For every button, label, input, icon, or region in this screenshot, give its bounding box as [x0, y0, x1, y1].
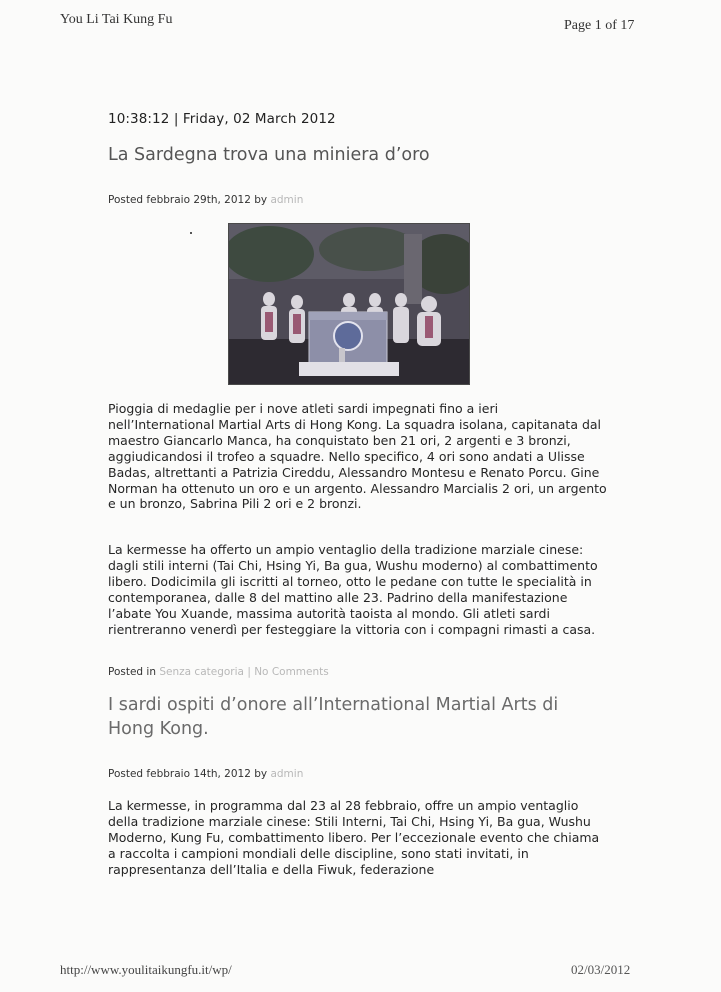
speck	[190, 232, 192, 234]
posted-in-label: Posted in	[108, 666, 157, 678]
post-meta	[108, 768, 303, 780]
post-paragraph: Pioggia di medaglie per i nove atleti sardi impegnati fino a ieri nell’International Martial Arts di Hong Kong. La squadra isolana, capitanata dal maestro Giancarlo Manca, ha conquistato ben 21 ori, 2 argenti e 3 bronzi, aggiudicandosi il trofeo a squadre. Nello specifico, 4 ori sono andati a Ulisse Badas, altrettanti a Patrizia Cireddu, Alessandro Montesu e Renato Porcu. Gine Norman ha ottenuto un oro e un argento. Alessandro Marcialis 2 ori, un argento e un bronzo, Sabrina Pili 2 ori e 2 bronzi.	[108, 401, 607, 512]
print-timestamp: 10:38:12 | Friday, 02 March 2012	[108, 111, 336, 127]
category-link[interactable]: Senza categoria	[159, 666, 244, 678]
footer-separator: |	[247, 666, 251, 678]
team-photo	[228, 223, 470, 385]
post-title[interactable]: La Sardegna trova una miniera d’oro	[108, 145, 430, 165]
site-title: You Li Tai Kung Fu	[60, 12, 173, 27]
post-date: Posted febbraio 29th, 2012 by	[108, 194, 268, 206]
post-meta	[108, 194, 303, 206]
post-paragraph: La kermesse, in programma dal 23 al 28 febbraio, offre un ampio ventaglio della tradizione marziale cinese: Stili Interni, Tai Chi, Hsing Yi, Ba gua, Wushu Moderno, Kung Fu, combattimento libero. Per l’eccezionale evento che chiama a raccolta i campioni mondiali delle discipline, sono stati invitati, in rappresentanza dell’Italia e della Fiwuk, federazione	[108, 798, 600, 877]
page-indicator: Page 1 of 17	[564, 18, 635, 33]
author-link[interactable]: admin	[270, 194, 304, 206]
post-paragraph: La kermesse ha offerto un ampio ventaglio della tradizione marziale cinese: dagli stili interni (Tai Chi, Hsing Yi, Ba gua, Wushu moderno) al combattimento libero. Dodicimila gli iscritti al torneo, otto le pedane con tutte le specialità in contemporanea, dalle 8 del mattino alle 23. Padrino della manifestazione l’abate You Xuande, massima autorità taoista al mondo. Gli atleti sardi rientreranno venerdì per festeggiare la vittoria con i compagni rimasti a casa.	[108, 542, 598, 637]
post-title[interactable]: I sardi ospiti d’onore all’International Martial Arts di Hong Kong.	[108, 695, 559, 739]
comments-link[interactable]: No Comments	[254, 666, 329, 678]
post-date: Posted febbraio 14th, 2012 by	[108, 768, 268, 780]
team-photo-drawing	[229, 224, 469, 384]
page-url: http://www.youlitaikungfu.it/wp/	[60, 962, 232, 977]
post-footer	[108, 666, 329, 678]
author-link[interactable]: admin	[270, 768, 304, 780]
print-date: 02/03/2012	[571, 962, 631, 977]
